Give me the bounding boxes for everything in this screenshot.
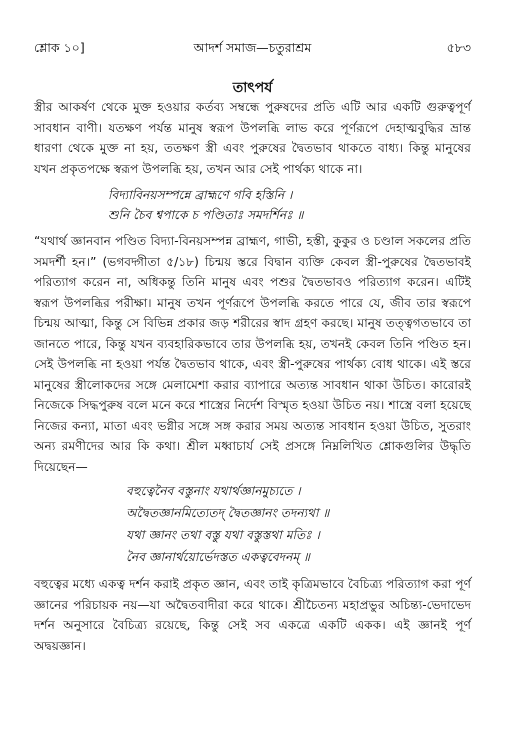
- verse-line: শুনি চৈব শ্বপাকে চ পণ্ডিতাঃ সমদর্শিনঃ ॥: [108, 208, 304, 222]
- verse-quote-2: [126, 480, 471, 568]
- body-text: [34, 97, 471, 656]
- paragraph-3: বহুত্বের মধ্যে একত্ব দর্শন করাই প্রকৃত জ্ঞান, এবং তাই কৃত্রিমভাবে বৈচিত্র্য পরিত্যাগ করা পূর্ণ জ্ঞানের পরিচায়ক নয়—যা অদ্বৈতবাদীরা করে থাকে। শ্রীচৈতন্য মহাপ্রভুর অচিন্ত্য-ভেদাভেদ দর্শন অনুসারে বৈচিত্র্য রয়েছে, কিন্তু সেই সব একত্রে একটি একক। এই জ্ঞানই পূর্ণ অদ্বয়জ্ঞান।: [34, 577, 471, 653]
- header-verse-ref: শ্লোক ১০]: [34, 40, 85, 55]
- verse-quote-1: [108, 185, 471, 225]
- running-header: [34, 40, 471, 58]
- verse-line: যথা জ্ঞানং তথা বস্তু যথা বস্তুস্তথা মতিঃ ।: [126, 528, 320, 542]
- verse-line: বহুত্বেনৈব বস্তুনাং যথার্থজ্ঞানমুচ্যতে ।: [126, 484, 301, 498]
- header-chapter-title: আদর্শ সমাজ—চতুরাশ্রম: [193, 40, 312, 55]
- paragraph-2: “যথার্থ জ্ঞানবান পণ্ডিত বিদ্যা-বিনয়সম্পন্ন ব্রাহ্মণ, গাভী, হস্তী, কুকুর ও চণ্ডাল সকলের প্রতি সমদর্শী হন।” (ভগবদ্গীতা ৫/১৮) চিন্ময় স্তরে বিদ্বান ব্যক্তি কেবল স্ত্রী-পুরুষের দ্বৈতভাবই পরিত্যাগ করেন না, অধিকন্তু তিনি মানুষ এবং পশুর দ্বৈতভাবও পরিত্যাগ করেন। এটিই স্বরূপ উপলব্ধির পরীক্ষা। মানুষ তখন পূর্ণরূপে উপলব্ধি করতে পারে যে, জীব তার স্বরূপে চিন্ময় আত্মা, কিন্তু সে বিভিন্ন প্রকার জড় শরীরের স্বাদ গ্রহণ করছে। মানুষ তত্ত্বগতভাবে তা জানতে পারে, কিন্তু যখন ব্যবহারিকভাবে তার উপলব্ধি হয়, তখনই কেবল তিনি পণ্ডিত হন। সেই উপলব্ধি না হওয়া পর্যন্ত দ্বৈতভাব থাকে, এবং স্ত্রী-পুরুষের পার্থক্য বোধ থাকে। এই স্তরে মানুষের স্ত্রীলোকদের সঙ্গে মেলামেশা করার ব্যাপারে অত্যন্ত সাবধান থাকা উচিত। কারোরই নিজেকে সিদ্ধপুরুষ বলে মনে করে শাস্ত্রের নির্দেশ বিস্মৃত হওয়া উচিত নয়। শাস্ত্রে বলা হয়েছে নিজের কন্যা, মাতা এবং ভগ্নীর সঙ্গে সঙ্গ করার সময় অত্যন্ত সাবধান হওয়া উচিত, সুতরাং অন্য রমণীদের আর কি কথা। শ্রীল মধ্বাচার্য সেই প্রসঙ্গে নিম্নলিখিত শ্লোকগুলির উদ্ধৃতি দিয়েছেন—: [34, 234, 471, 474]
- verse-line: অদ্বৈতজ্ঞানমিত্যেতদ্ দ্বৈতজ্ঞানং তদন্যথা ॥: [126, 506, 330, 520]
- paragraph-1: স্ত্রীর আকর্ষণ থেকে মুক্ত হওয়ার কর্তব্য সম্বন্ধে পুরুষদের প্রতি এটি আর একটি গুরুত্বপূর্ণ সাবধান বাণী। যতক্ষণ পর্যন্ত মানুষ স্বরূপ উপলব্ধি লাভ করে পূর্ণরূপে দেহাত্মবুদ্ধির ভ্রান্ত ধারণা থেকে মুক্ত না হয়, ততক্ষণ স্ত্রী এবং পুরুষের দ্বৈতভাব থাকতে বাধ্য। কিন্তু মানুষের যখন প্রকৃতপক্ষে স্বরূপ উপলব্ধি হয়, তখন আর সেই পার্থক্য থাকে না।: [34, 100, 471, 176]
- page-number: ৫৮৩: [446, 40, 471, 55]
- section-title: তাৎপর্য: [232, 80, 273, 96]
- verse-line: নৈব জ্ঞানার্থয়োর্ভেদস্তত একত্ববেদনম্ ॥: [126, 550, 310, 564]
- verse-line: বিদ্যাবিনয়সম্পন্নে ব্রাহ্মণে গবি হস্তিনি ।: [108, 188, 293, 202]
